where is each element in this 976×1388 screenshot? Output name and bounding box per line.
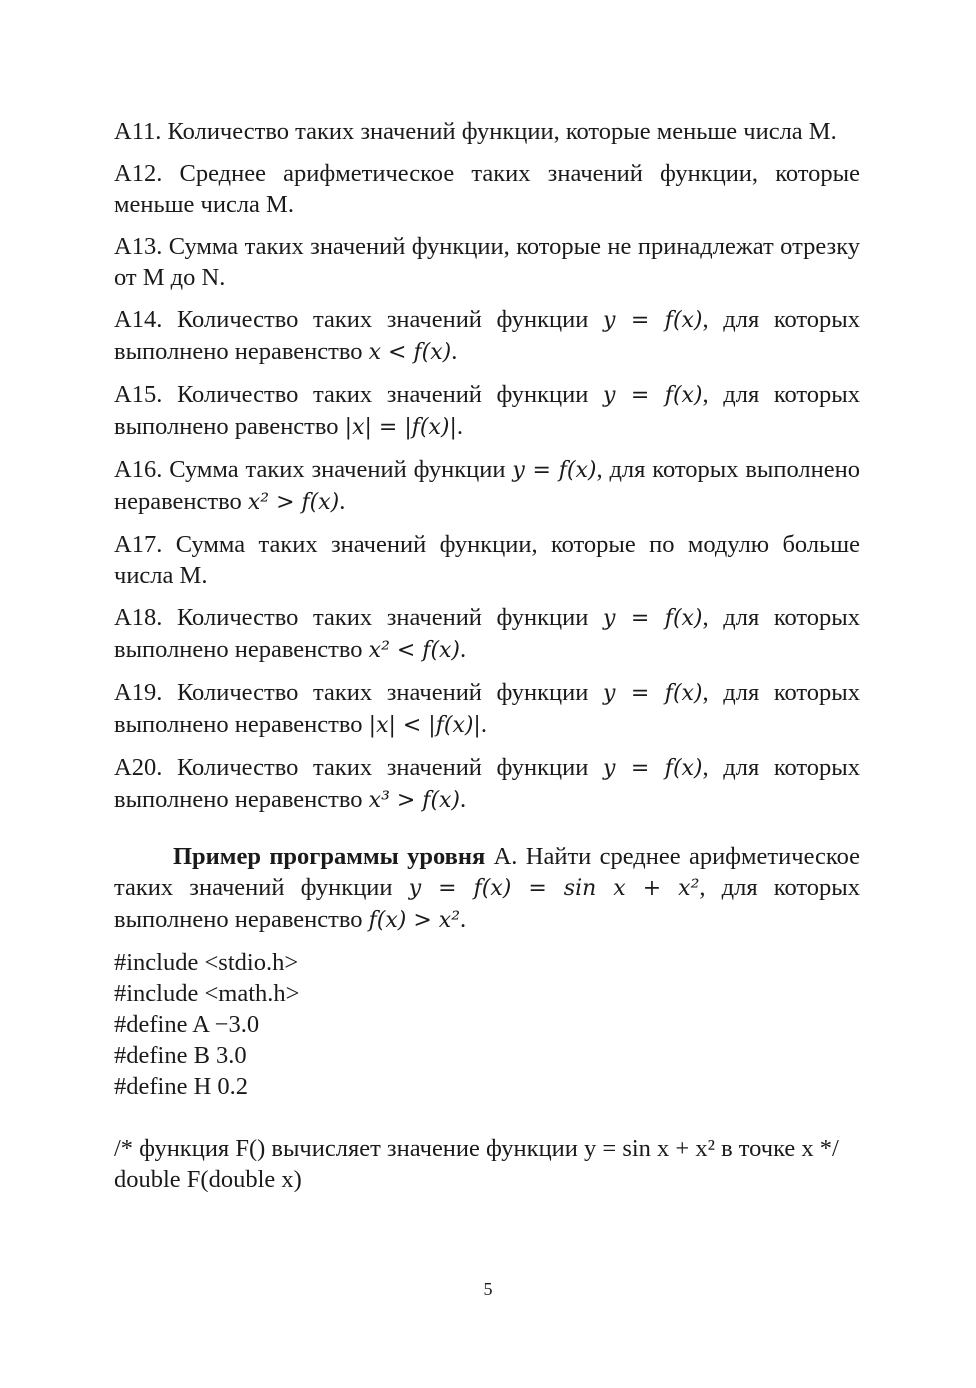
task-a16: A16. Сумма таких значений функции y = f(x), для которых выполнено неравенство x² > f(x). <box>114 456 861 515</box>
formula: x³ > f(x) <box>368 788 461 813</box>
task-a20: A20. Количество таких значений функции y = f(x), для которых выполнено неравенство x³ > f(x). <box>114 754 860 813</box>
page-number: 5 <box>483 1279 493 1299</box>
formula: x < f(x) <box>368 340 452 365</box>
code-listing <box>114 947 860 1195</box>
example-paragraph: Пример программы уровня А. Найти среднее арифметическое таких значений функции y = f(x) = sin x + x², для которых выполнено неравенство f(x) > x². <box>114 842 861 933</box>
task-a15: A15. Количество таких значений функции y = f(x), для которых выполнено равенство |x| = |f(x)|. <box>114 381 860 440</box>
code-line: #define B 3.0 <box>114 1041 247 1069</box>
example-heading: Пример программы уровня <box>173 842 486 870</box>
code-line: double F(double x) <box>114 1165 302 1193</box>
page-content <box>114 116 860 1195</box>
formula: |x| < |f(x)| <box>368 713 481 738</box>
code-comment: /* функция F() вычисляет значение функции y = sin x + x² в точке x */ <box>114 1134 839 1162</box>
formula: f(x) > x² <box>368 907 461 933</box>
example-level: А. <box>493 842 518 870</box>
task-a13: A13. Сумма таких значений функции, которые не принадлежат отрезку от М до N. <box>114 233 861 291</box>
formula: y = f(x) <box>512 458 597 483</box>
code-line: #include <math.h> <box>114 979 300 1007</box>
task-a18: A18. Количество таких значений функции y = f(x), для которых выполнено неравенство x² < f(x). <box>114 604 860 663</box>
task-a11: A11. Количество таких значений функции, которые меньше числа М. <box>114 118 837 145</box>
code-line: #include <stdio.h> <box>114 948 299 976</box>
formula: |x| = |f(x)| <box>344 415 457 440</box>
task-a14: A14. Количество таких значений функции y = f(x), для которых выполнено неравенство x < f(x). <box>114 306 860 365</box>
task-a19: A19. Количество таких значений функции y = f(x), для которых выполнено неравенство |x| < |f(x)|. <box>114 679 860 738</box>
formula: y = f(x) <box>603 606 703 631</box>
formula: y = f(x) = sin x + x² <box>408 875 700 901</box>
code-line: #define A −3.0 <box>114 1010 260 1038</box>
formula: x² > f(x) <box>247 490 340 515</box>
task-a17: A17. Сумма таких значений функции, которые по модулю больше числа М. <box>114 531 861 589</box>
formula: y = f(x) <box>603 756 703 781</box>
code-line-blank <box>114 1102 860 1133</box>
code-line: #define H 0.2 <box>114 1072 249 1100</box>
formula: x² < f(x) <box>368 638 461 663</box>
formula: y = f(x) <box>603 383 703 408</box>
formula: y = f(x) <box>603 681 703 706</box>
formula: y = f(x) <box>603 308 703 333</box>
task-a12: A12. Среднее арифметическое таких значений функции, которые меньше числа М. <box>114 160 861 218</box>
